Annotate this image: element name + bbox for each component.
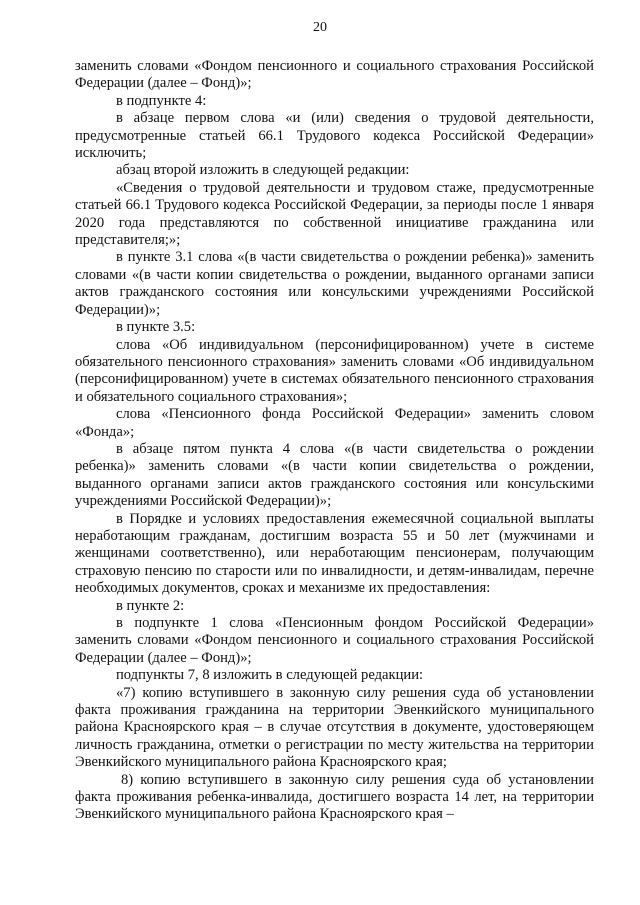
paragraph: в абзаце первом слова «и (или) сведения о трудовой деятельности, предусмотренные статьей 66.1 Трудового кодекса Российской Федерации» исключить; [75,110,594,162]
page-number: 20 [313,20,327,35]
paragraph: в пункте 2: [116,597,185,614]
document-body [75,58,594,824]
paragraph: «7) копию вступившего в законную силу решения суда об установлении факта проживания гражданина на территории Эвенкийского муниципального района Красноярского края – в случае отсутствия в документе, удостоверяющем личность гражданина, отметки о регистрации по месту жительства на территории Эвенкийского муниципального района Красноярского края; [75,684,594,771]
paragraph: заменить словами «Фондом пенсионного и социального страхования Российской Федерации (далее – Фонд)»; [75,58,594,92]
paragraph: в Порядке и условиях предоставления ежемесячной социальной выплаты неработающим гражданам, достигшим возраста 55 и 50 лет (мужчинами и женщинами соответственно), или неработающим пенсионерам, получающим страховую пенсию по старости или по инвалидности, и детям-инвалидам, перечне необходимых документов, сроках и механизме их предоставления: [75,510,594,597]
paragraph: слова «Пенсионного фонда Российской Федерации» заменить словом «Фонда»; [75,406,594,440]
paragraph: в пункте 3.5: [116,319,196,336]
paragraph: в абзаце пятом пункта 4 слова «(в части свидетельства о рождении ребенка)» заменить словами «(в части копии свидетельства о рождении, выданного органами записи актов гражданского состояния или консульскими учреждениями Российской Федерации)»; [75,440,594,510]
paragraph: абзац второй изложить в следующей редакции: [116,162,410,179]
paragraph: в подпункте 4: [116,92,207,109]
paragraph: слова «Об индивидуальном (персонифицированном) учете в системе обязательного пенсионного страхования» заменить словами «Об индивидуальном (персонифицированном) учете в системах обязательного пенсионного страхования и обязательного социального страхования»; [75,336,594,405]
paragraph: в подпункте 1 слова «Пенсионным фондом Российской Федерации» заменить словами «Фондом пенсионного и социального страхования Российской Федерации (далее – Фонд)»; [75,615,594,666]
paragraph: «Сведения о трудовой деятельности и трудовом стаже, предусмотренные статьей 66.1 Трудового кодекса Российской Федерации, за периоды после 1 января 2020 года представляются по собственной инициативе гражданина или представителя;»; [75,179,594,249]
paragraph: подпункты 7, 8 изложить в следующей редакции: [116,667,424,684]
paragraph: 8) копию вступившего в законную силу решения суда об установлении факта проживания ребенка-инвалида, достигшего возраста 14 лет, на территории Эвенкийского муниципального района Красноярского края – [75,771,594,823]
paragraph: в пункте 3.1 слова «(в части свидетельства о рождении ребенка)» заменить словами «(в части копии свидетельства о рождении, выданного органами записи актов гражданского состояния или консульскими учреждениями Российской Федерации)»; [75,249,594,318]
